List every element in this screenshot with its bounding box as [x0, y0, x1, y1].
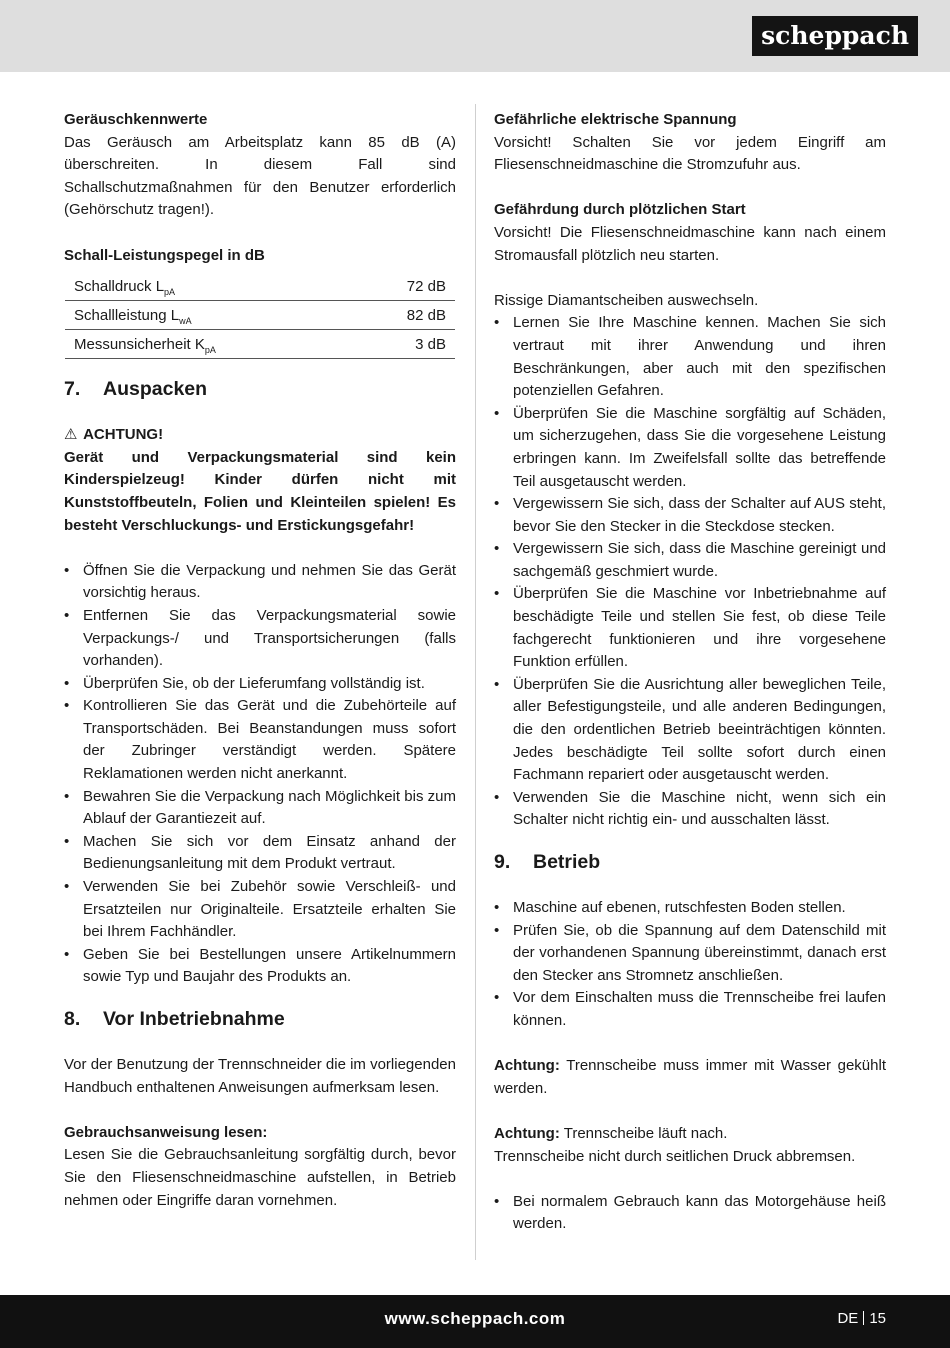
list-item: • Kontrollieren Sie das Gerät und die Zubehörteile auf Transportschäden. Bei Beanstandungen muss sofort der Zubringer verständigt werden. Spätere Reklamationen werden nicht anerkannt. [64, 695, 456, 785]
cracked-disc-text: Rissige Diamantscheiben auswechseln. [494, 291, 759, 309]
table-cell-label: Schallleistung $L_{wA}$ [65, 301, 352, 330]
note-braking: Trennscheibe nicht durch seitlichen Druck abbremsen. [494, 1147, 856, 1165]
manual-heading: Gebrauchsanweisung lesen: [64, 1123, 268, 1141]
table-cell-label: Messunsicherheit $K_{pA}$ [65, 330, 352, 359]
list-item: • Bewahren Sie die Verpackung nach Möglichkeit bis zum Ablauf der Garantiezeit auf. [64, 786, 456, 831]
warning-text: Gerät und Verpackungsmaterial sind kein Kinderspielzeug! Kinder dürfen nicht mit Kunststoffbeuteln, Folien und Kleinteilen spielen! Es besteht Verschluckungs- und Erstickungsgefahr! [64, 448, 456, 534]
section-8-intro: Vor der Benutzung der Trennschneider die im vorliegenden Handbuch enthaltenen Anweisungen aufmerksam lesen. [64, 1056, 456, 1096]
safety-list [494, 312, 886, 832]
header-bar [0, 0, 950, 72]
table-cell-label: Schalldruck $L_{pA}$ [65, 272, 352, 301]
page-number: DE 15 [837, 1310, 886, 1327]
voltage-text: Vorsicht! Schalten Sie vor jedem Eingriff am Fliesenschneidmaschine die Stromzufuhr aus. [494, 133, 886, 174]
list-item: • Überprüfen Sie die Maschine sorgfältig auf Schäden, um sicherzugehen, dass Sie die vorgesehene Leistung erbringen kann. Im Zweifelsfall sollte das betreffende Teil ausgetauscht werden. [494, 403, 886, 493]
right-column [494, 109, 886, 1236]
warning-triangle-icon: ⚠ [64, 426, 78, 444]
start-heading: Gefährdung durch plötzlichen Start [494, 201, 746, 219]
unpacking-list [64, 560, 456, 989]
section-9-heading: 9. Betrieb [494, 851, 601, 873]
table-heading: Schall-Leistungspegel in dB [64, 246, 265, 264]
start-text: Vorsicht! Die Fliesenschneidmaschine kann nach einem Stromausfall plötzlich neu starten. [494, 223, 886, 264]
table-row [65, 330, 455, 359]
list-item: • Prüfen Sie, ob die Spannung auf dem Datenschild mit der vorhandenen Spannung übereinstimmt, danach erst den Stecker ans Stromnetz anschließen. [494, 920, 886, 988]
table-cell-value: 72 dB [352, 272, 455, 301]
sound-level-table [65, 272, 455, 359]
list-item: • Machen Sie sich vor dem Einsatz anhand der Bedienungsanleitung mit dem Produkt vertraut. [64, 831, 456, 876]
note-water-cooling: Achtung: Trennscheibe muss immer mit Wasser gekühlt werden. [494, 1057, 886, 1097]
list-item: • Entfernen Sie das Verpackungsmaterial sowie Verpackungs-/ und Transportsicherungen (falls vorhanden). [64, 605, 456, 673]
note-run-on: Achtung: Trennscheibe läuft nach. [494, 1124, 728, 1142]
operation-list [494, 897, 886, 1033]
list-item: • Öffnen Sie die Verpackung und nehmen Sie das Gerät vorsichtig heraus. [64, 560, 456, 605]
voltage-heading: Gefährliche elektrische Spannung [494, 111, 737, 128]
list-item: • Vor dem Einschalten muss die Trennscheibe frei laufen können. [494, 987, 886, 1032]
list-item: • Vergewissern Sie sich, dass der Schalter auf AUS steht, bevor Sie den Stecker in die Steckdose stecken. [494, 493, 886, 538]
list-item: • Vergewissern Sie sich, dass die Maschine gereinigt und sachgemäß geschmiert wurde. [494, 538, 886, 583]
table-row [65, 272, 455, 301]
noise-text: Das Geräusch am Arbeitsplatz kann 85 dB (A) überschreiten. In diesem Fall sind Schallschutzmaßnahmen für den Benutzer erforderlich (Gehörschutz tragen!). [64, 133, 456, 219]
list-item: • Maschine auf ebenen, rutschfesten Boden stellen. [494, 897, 886, 920]
final-list [494, 1191, 886, 1236]
list-item: • Verwenden Sie bei Zubehör sowie Verschleiß- und Ersatzteilen nur Originalteile. Ersatzteile erhalten Sie bei Ihrem Fachhändler. [64, 876, 456, 944]
noise-heading: Geräuschkennwerte [64, 111, 208, 128]
table-cell-value: 82 dB [352, 301, 455, 330]
footer-bar [0, 1295, 950, 1348]
manual-text: Lesen Sie die Gebrauchsanleitung sorgfältig durch, bevor Sie den Fliesenschneidmaschine aufstellen, in Betrieb nehmen oder Eingriffe daran vornehmen. [64, 1146, 456, 1209]
table-cell-value: 3 dB [352, 330, 455, 359]
list-item: • Überprüfen Sie, ob der Lieferumfang vollständig ist. [64, 673, 456, 696]
list-item: • Verwenden Sie die Maschine nicht, wenn sich ein Schalter nicht richtig ein- und ausschalten lässt. [494, 787, 886, 832]
table-row [65, 301, 455, 330]
warning-title: ⚠ ACHTUNG! [64, 424, 456, 447]
list-item: • Überprüfen Sie die Ausrichtung aller beweglichen Teile, aller Befestigungsteile, und alle anderen Bedingungen, die den ordentlichen Betrieb beeinträchtigen könnten. Jedes beschädigte Teil sollte sofort durch einen Fachmann repariert oder ausgetauscht werden. [494, 674, 886, 787]
brand-logo: scheppach [752, 16, 918, 56]
left-column [64, 109, 456, 1212]
list-item: • Geben Sie bei Bestellungen unsere Artikelnummern sowie Typ und Baujahr des Produkts an. [64, 944, 456, 989]
column-divider [475, 104, 476, 1260]
section-7-heading: 7. Auspacken [64, 378, 208, 401]
list-item: • Bei normalem Gebrauch kann das Motorgehäuse heiß werden. [494, 1191, 886, 1236]
footer-url-link[interactable]: www.scheppach.com [384, 1309, 566, 1328]
list-item: • Überprüfen Sie die Maschine vor Inbetriebnahme auf beschädigte Teile und stellen Sie fest, ob diese Teile fachgerecht funktionieren und ihre vorgesehene Funktion erfüllen. [494, 583, 886, 673]
section-8-heading: 8. Vor Inbetriebnahme [64, 1008, 285, 1030]
list-item: • Lernen Sie Ihre Maschine kennen. Machen Sie sich vertraut mit ihrer Anwendung und ihren Beschränkungen, aber auch mit den spezifischen potenziellen Gefahren. [494, 312, 886, 402]
